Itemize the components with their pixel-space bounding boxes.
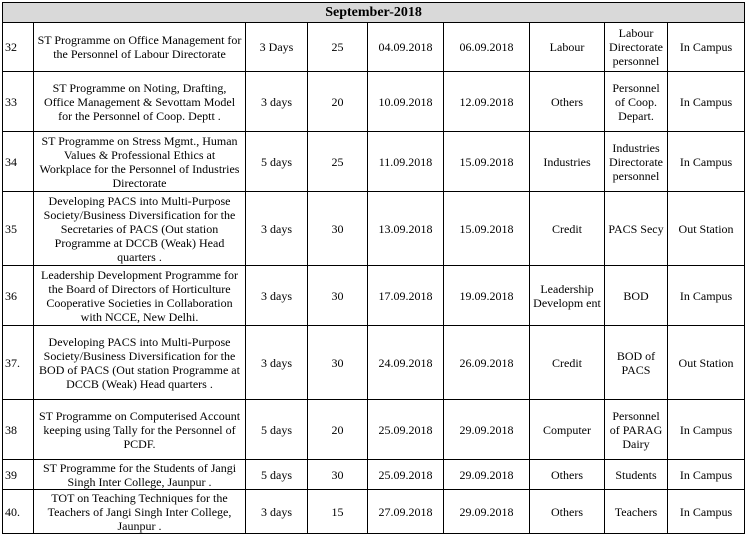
end-date: 19.09.2018 [444, 266, 530, 326]
sector: Credit [530, 192, 605, 266]
participants: 30 [308, 326, 368, 400]
course-title: Developing PACS into Multi-Purpose Society/Business Diversification for the BOD of PACS (Out station Programme at DCCB (Weak) Head quarters . [34, 326, 246, 400]
sector: Credit [530, 326, 605, 400]
venue: In Campus [668, 400, 745, 460]
venue: Out Station [668, 192, 745, 266]
row-number: 40. [3, 490, 34, 534]
table-row [3, 490, 745, 534]
start-date: 17.09.2018 [368, 266, 444, 326]
participants: 30 [308, 460, 368, 490]
target-group: Teachers [605, 490, 668, 534]
venue: In Campus [668, 460, 745, 490]
table-row [3, 192, 745, 266]
sector: Others [530, 72, 605, 132]
venue: In Campus [668, 490, 745, 534]
participants: 20 [308, 400, 368, 460]
target-group: BOD [605, 266, 668, 326]
end-date: 29.09.2018 [444, 460, 530, 490]
participants: 15 [308, 490, 368, 534]
end-date: 06.09.2018 [444, 23, 530, 72]
start-date: 10.09.2018 [368, 72, 444, 132]
sector: Computer [530, 400, 605, 460]
end-date: 29.09.2018 [444, 400, 530, 460]
end-date: 15.09.2018 [444, 132, 530, 192]
table-row [3, 266, 745, 326]
course-title: ST Programme on Office Management for the Personnel of Labour Directorate [34, 23, 246, 72]
end-date: 26.09.2018 [444, 326, 530, 400]
target-group: Students [605, 460, 668, 490]
table-row [3, 23, 745, 72]
target-group: Industries Directorate personnel [605, 132, 668, 192]
target-group: PACS Secy [605, 192, 668, 266]
sector: Labour [530, 23, 605, 72]
table-row [3, 72, 745, 132]
duration: 3 days [246, 72, 308, 132]
start-date: 25.09.2018 [368, 400, 444, 460]
end-date: 29.09.2018 [444, 490, 530, 534]
table-row [3, 400, 745, 460]
month-header: September-2018 [3, 3, 745, 23]
participants: 25 [308, 132, 368, 192]
start-date: 04.09.2018 [368, 23, 444, 72]
start-date: 25.09.2018 [368, 460, 444, 490]
start-date: 24.09.2018 [368, 326, 444, 400]
course-title: TOT on Teaching Techniques for the Teachers of Jangi Singh Inter College, Jaunpur . [34, 490, 246, 534]
sector: Leadership Developm ent [530, 266, 605, 326]
venue: In Campus [668, 132, 745, 192]
course-title: ST Programme on Noting, Drafting, Office Management & Sevottam Model for the Personnel of Coop. Deptt . [34, 72, 246, 132]
row-number: 39 [3, 460, 34, 490]
venue: In Campus [668, 23, 745, 72]
programme-table [2, 2, 745, 534]
course-title: ST Programme for the Students of Jangi Singh Inter College, Jaunpur . [34, 460, 246, 490]
row-number: 32 [3, 23, 34, 72]
row-number: 35 [3, 192, 34, 266]
sector: Others [530, 490, 605, 534]
month-header-row [3, 3, 745, 23]
course-title: ST Programme on Stress Mgmt., Human Values & Professional Ethics at Workplace for the Personnel of Industries Directorate [34, 132, 246, 192]
start-date: 27.09.2018 [368, 490, 444, 534]
course-title: Developing PACS into Multi-Purpose Society/Business Diversification for the Secretaries of PACS (Out station Programme at DCCB (Weak) Head quarters . [34, 192, 246, 266]
start-date: 11.09.2018 [368, 132, 444, 192]
row-number: 38 [3, 400, 34, 460]
table-row [3, 132, 745, 192]
participants: 20 [308, 72, 368, 132]
row-number: 36 [3, 266, 34, 326]
duration: 3 days [246, 266, 308, 326]
sector: Others [530, 460, 605, 490]
table-row [3, 326, 745, 400]
sector: Industries [530, 132, 605, 192]
duration: 3 days [246, 326, 308, 400]
target-group: Labour Directorate personnel [605, 23, 668, 72]
duration: 5 days [246, 400, 308, 460]
duration: 3 days [246, 490, 308, 534]
duration: 3 days [246, 192, 308, 266]
venue: In Campus [668, 72, 745, 132]
duration: 3 Days [246, 23, 308, 72]
end-date: 15.09.2018 [444, 192, 530, 266]
participants: 30 [308, 192, 368, 266]
course-title: ST Programme on Computerised Account keeping using Tally for the Personnel of PCDF. [34, 400, 246, 460]
target-group: Personnel of Coop. Depart. [605, 72, 668, 132]
duration: 5 days [246, 132, 308, 192]
table-row [3, 460, 745, 490]
duration: 5 days [246, 460, 308, 490]
target-group: Personnel of PARAG Dairy [605, 400, 668, 460]
end-date: 12.09.2018 [444, 72, 530, 132]
row-number: 33 [3, 72, 34, 132]
target-group: BOD of PACS [605, 326, 668, 400]
course-title: Leadership Development Programme for the Board of Directors of Horticulture Cooperative Societies in Collaboration with NCCE, New Delhi. [34, 266, 246, 326]
venue: In Campus [668, 266, 745, 326]
participants: 25 [308, 23, 368, 72]
row-number: 34 [3, 132, 34, 192]
start-date: 13.09.2018 [368, 192, 444, 266]
participants: 30 [308, 266, 368, 326]
venue: Out Station [668, 326, 745, 400]
row-number: 37. [3, 326, 34, 400]
